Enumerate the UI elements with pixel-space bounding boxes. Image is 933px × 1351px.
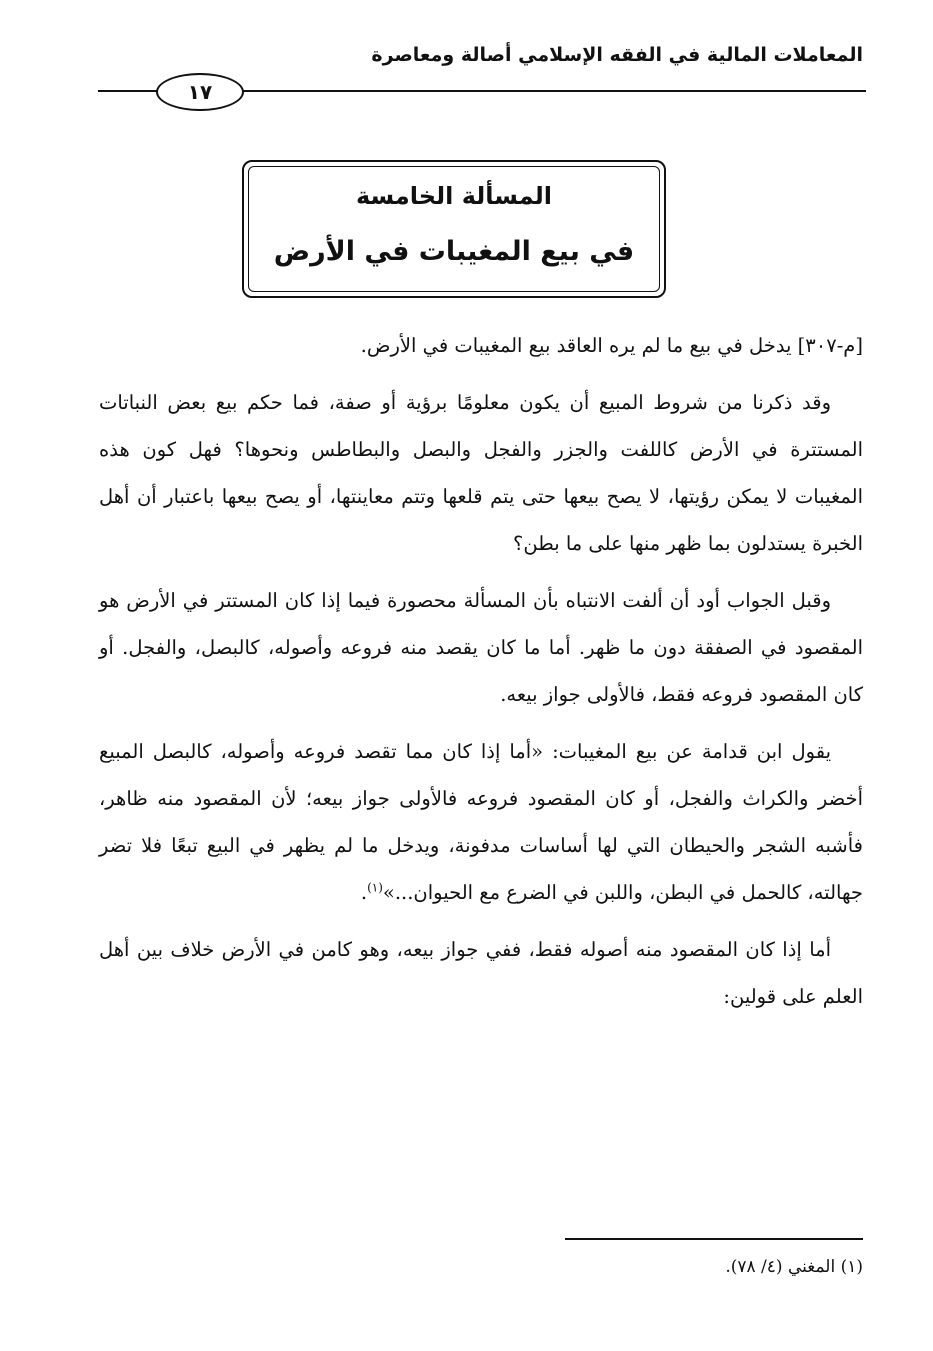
footnote-text: (١) المغني (٤/ ٧٨). [725, 1257, 863, 1277]
paragraph-3: وقبل الجواب أود أن ألفت الانتباه بأن المسألة محصورة فيما إذا كان المستتر في الأرض هو المقصود في الصفقة دون ما ظهر. أما ما كان يقصد منه فروعه وأصوله، كالبصل، والفجل. أو كان المقصود فروعه فقط، فالأولى جواز بيعه. [99, 589, 863, 706]
paragraph-4-end: . [360, 881, 368, 904]
footnote-separator [565, 1238, 863, 1240]
section-title-frame [242, 160, 666, 298]
page-number: ١٧ [156, 73, 244, 111]
paragraph-5: أما إذا كان المقصود منه أصوله فقط، ففي جواز بيعه، وهو كامن في الأرض خلاف بين أهل العلم على قولين: [99, 938, 863, 1008]
section-title-line-1: المسألة الخامسة [355, 182, 553, 210]
body-text [99, 322, 863, 1030]
paragraph-1: [م-٣٠٧] يدخل في بيع ما لم يره العاقد بيع المغيبات في الأرض. [360, 334, 863, 357]
running-header-title: المعاملات المالية في الفقه الإسلامي أصالة ومعاصرة [371, 44, 863, 66]
paragraph-4 [99, 728, 863, 916]
paragraph-2: وقد ذكرنا من شروط المبيع أن يكون معلومًا برؤية أو صفة، فما حكم بيع بعض النباتات المستترة في الأرض كاللفت والجزر والفجل والبصل والبطاطس ونحوها؟ فهل كون هذه المغيبات لا يمكن رؤيتها، لا يصح بيعها حتى يتم قلعها وتتم معاينتها، أو يصح بيعها باعتبار أن أهل الخبرة يستدلون بما ظهر منها على ما بطن؟ [99, 391, 863, 555]
paragraph-4-text: يقول ابن قدامة عن بيع المغيبات: «أما إذا كان مما تقصد فروعه وأصوله، كالبصل المبيع أخضر والكراث والفجل، أو كان المقصود فروعه فالأولى جواز بيعه؛ لأن المقصود منه ظاهر، فأشبه الشجر والحيطان التي لها أساسات مدفونة، ويدخل ما لم يظهر في البيع تبعًا فلا تضر جهالته، كالحمل في البطن، واللبن في الضرع مع الحيوان...» [99, 740, 863, 904]
footnote-reference-marker: (١) [367, 880, 383, 895]
section-title-line-2: في بيع المغيبات في الأرض [273, 236, 635, 267]
